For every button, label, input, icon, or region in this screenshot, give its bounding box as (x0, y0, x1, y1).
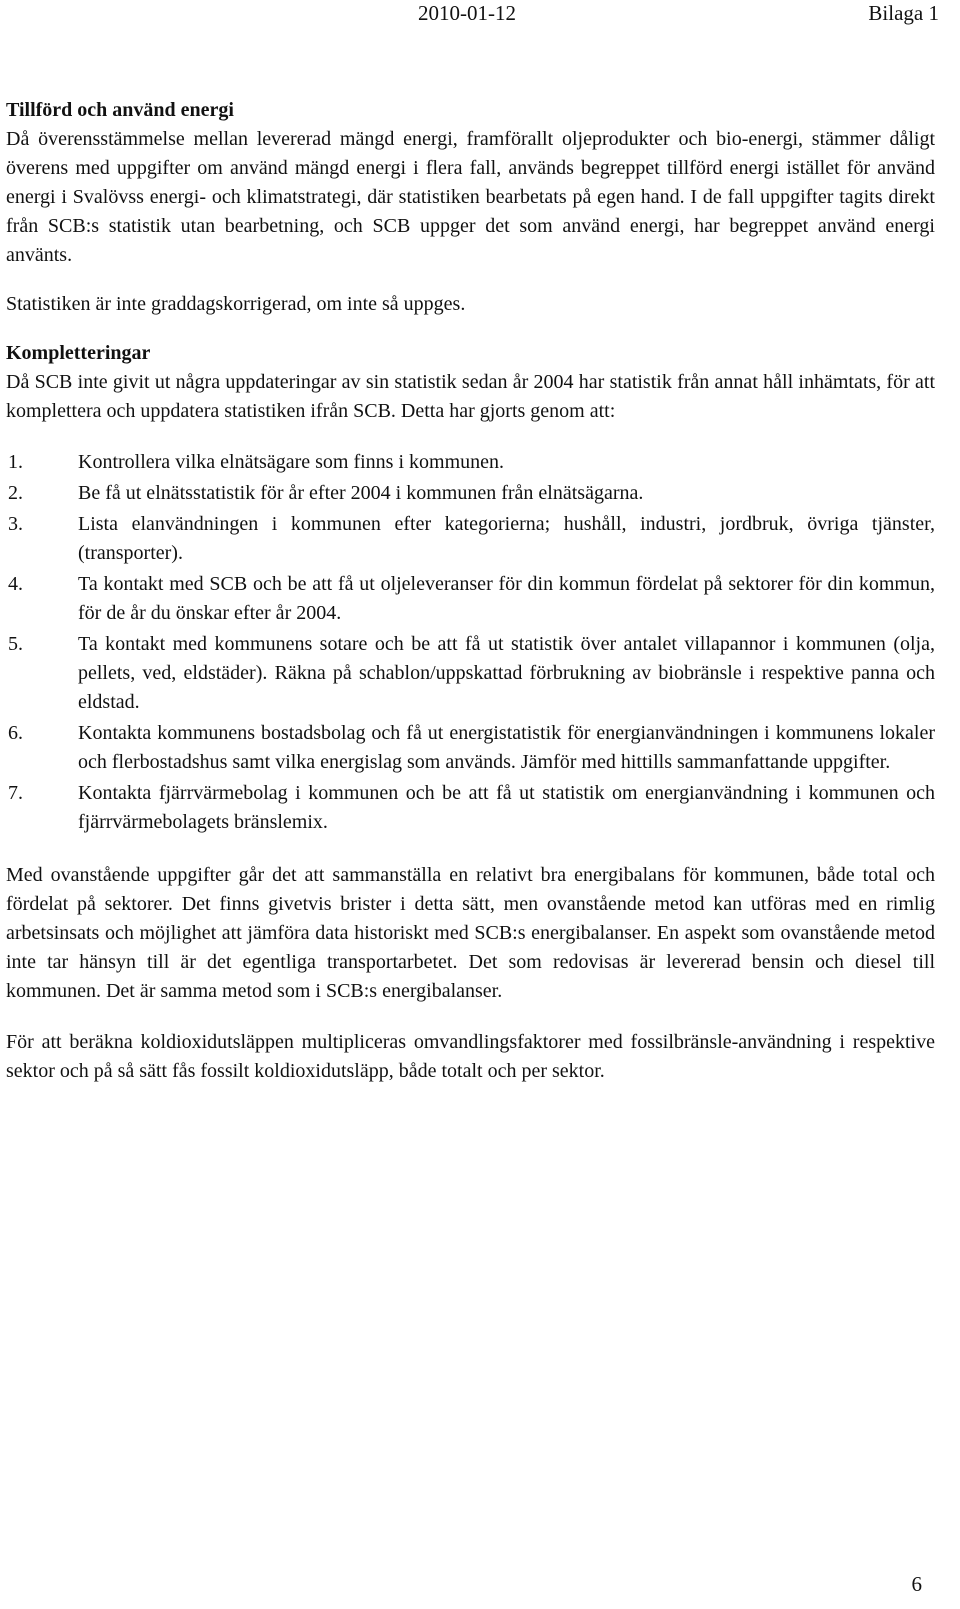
header-date: 2010-01-12 (418, 1, 516, 25)
header-label: Bilaga 1 (868, 1, 939, 25)
list-item (6, 570, 935, 628)
list-item-text: Be få ut elnätsstatistik för år efter 2004 i kommunen från elnätsägarna. (78, 482, 644, 504)
paragraph-graddag-note: Statistiken är inte graddagskorrigerad, om inte så uppges. (6, 293, 466, 315)
paragraph-tillford: Då överensstämmelse mellan levererad mängd energi, framförallt oljeprodukter och bio-energi, stämmer dåligt överens med uppgifter om använd mängd energi i flera fall, används begreppet tillförd energi istället för använd energi i Svalövss energi- och klimatstrategi, där statistiken bearbetats på egen hand. I de fall uppgifter tagits direkt från SCB:s statistik utan bearbetning, och SCB uppger det som använd energi, har begreppet använd energi använts. (6, 128, 935, 266)
list-item (6, 479, 935, 508)
list-item-text: Kontakta kommunens bostadsbolag och få ut energistatistik för energianvändningen i kommunens lokaler och flerbostadshus samt vilka energislag som används. Jämför med hittills sammanfattande uppgifter. (78, 722, 935, 773)
list-item-text: Ta kontakt med SCB och be att få ut oljeleveranser för din kommun fördelat på sektorer för din kommun, för de år du önskar efter år 2004. (78, 573, 935, 624)
list-item-text: Kontrollera vilka elnätsägare som finns i kommunen. (78, 451, 505, 473)
list-item-number: 7. (8, 782, 23, 804)
list-item-text: Kontakta fjärrvärmebolag i kommunen och be att få ut statistik om energianvändning i kommunen och fjärrvärmebolagets bränslemix. (78, 782, 935, 833)
list-item-text: Lista elanvändningen i kommunen efter kategorierna; hushåll, industri, jordbruk, övriga tjänster, (transporter). (78, 513, 935, 564)
list-item-number: 3. (8, 513, 23, 535)
list-item (6, 510, 935, 568)
paragraph-kompletteringar-intro: Då SCB inte givit ut några uppdateringar av sin statistik sedan år 2004 har statistik från annat håll inhämtats, för att komplettera och uppdatera statistiken ifrån SCB. Detta har gjorts genom att: (6, 371, 935, 422)
paragraph-summary: Med ovanstående uppgifter går det att sammanställa en relativt bra energibalans för kommunen, både total och fördelat på sektorer. Det finns givetvis brister i detta sätt, men ovanstående metod kan utföras med en rimlig arbetsinsats och möjlighet att jämföra data historiskt med SCB:s energibalanser. En aspekt som ovanstående metod inte tar hänsyn till är det egentliga transportarbetet. Det som redovisas är levererad bensin och diesel till kommunen. Det är samma metod som i SCB:s energibalanser. (6, 864, 935, 1002)
page-number: 6 (911, 1572, 922, 1596)
paragraph-co2: För att beräkna koldioxidutsläppen multipliceras omvandlingsfaktorer med fossilbränsle-användning i respektive sektor och på så sätt fås fossilt koldioxidutsläpp, både totalt och per sektor. (6, 1031, 935, 1082)
list-item-number: 1. (8, 451, 23, 473)
list-item-number: 5. (8, 633, 23, 655)
list-item-number: 4. (8, 573, 23, 595)
section-heading-kompletteringar: Kompletteringar (6, 342, 151, 364)
list-item (6, 719, 935, 777)
section-heading-tillford: Tillförd och använd energi (6, 99, 234, 121)
list-item (6, 779, 935, 837)
list-item-number: 2. (8, 482, 23, 504)
steps-list (6, 448, 935, 837)
page-header (0, 0, 960, 30)
list-item-number: 6. (8, 722, 23, 744)
list-item-text: Ta kontakt med kommunens sotare och be att få ut statistik över antalet villapannor i kommunen (olja, pellets, ved, eldstäder). Räkna på schablon/uppskattad förbrukning av biobränsle i respektive panna och eldstad. (78, 633, 935, 713)
document-body (6, 96, 935, 1086)
list-item (6, 448, 935, 477)
list-item (6, 630, 935, 717)
